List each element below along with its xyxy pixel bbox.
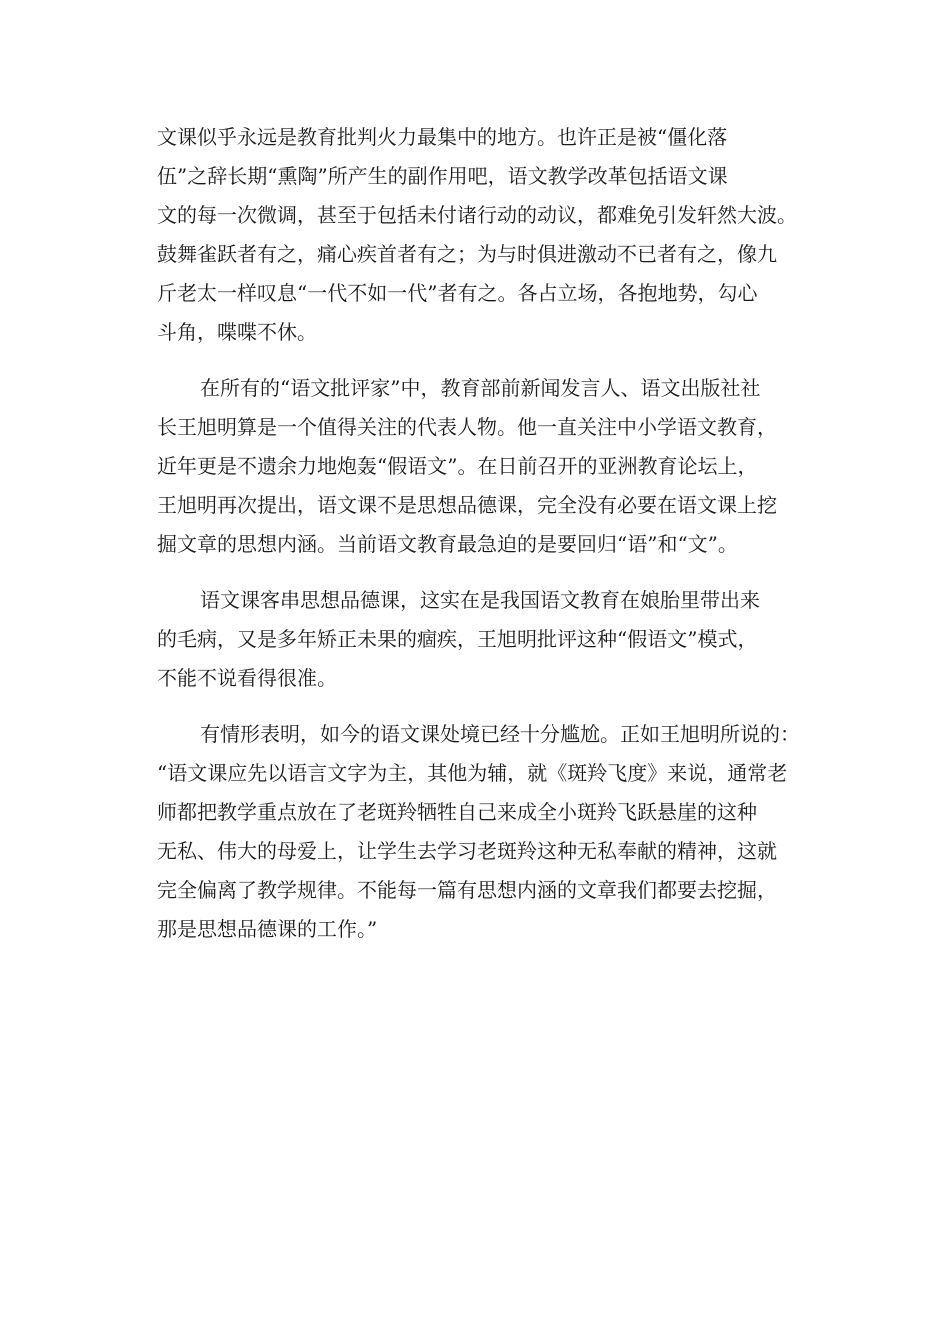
text-line: 有情形表明，如今的语文课处境已经十分尴尬。正如王旭明所说的： (200, 722, 800, 746)
paragraph-3 (157, 581, 837, 698)
text-line: 近年更是不遗余力地炮轰“假语文”。在日前召开的亚洲教育论坛上， (157, 454, 758, 478)
text-line: 斗角，喋喋不休。 (157, 320, 317, 344)
text-line: 的毛病，又是多年矫正未果的痼疾，王旭明批评这种“假语文”模式， (157, 627, 758, 651)
text-line: 伍”之辞长期“熏陶”所产生的副作用吧，语文教学改革包括语文课 (157, 164, 728, 188)
text-line: 鼓舞雀跃者有之，痛心疾首者有之；为与时俱进激动不已者有之，像九 (157, 242, 777, 266)
article-body (157, 118, 837, 966)
text-line: 长王旭明算是一个值得关注的代表人物。他一直关注中小学语文教育， (157, 415, 777, 439)
text-line: 王旭明再次提出，语文课不是思想品德课，完全没有必要在语文课上挖 (157, 493, 777, 517)
text-line: 无私、伟大的母爱上，让学生去学习老斑羚这种无私奉献的精神，这就 (157, 839, 777, 863)
text-line: 文的每一次微调，甚至于包括未付诸行动的动议，都难免引发轩然大波。 (157, 203, 797, 227)
text-line: 语文课客串思想品德课，这实在是我国语文教育在娘胎里带出来 (200, 588, 760, 612)
text-line: 完全偏离了教学规律。不能每一篇有思想内涵的文章我们都要去挖掘， (157, 878, 777, 902)
text-line: 那是思想品德课的工作。” (157, 917, 378, 941)
text-line: 不能不说看得很准。 (157, 666, 337, 690)
text-line: 文课似乎永远是教育批判火力最集中的地方。也许正是被“僵化落 (157, 125, 728, 149)
paragraph-4 (157, 715, 837, 949)
paragraph-2 (157, 369, 837, 564)
paragraph-1 (157, 118, 837, 352)
text-line: 师都把教学重点放在了老斑羚牺牲自己来成全小斑羚飞跃悬崖的这种 (157, 800, 757, 824)
text-line: “语文课应先以语言文字为主，其他为辅，就《斑羚飞度》来说，通常老 (157, 761, 788, 785)
text-line: 在所有的“语文批评家”中，教育部前新闻发言人、语文出版社社 (200, 376, 761, 400)
text-line: 掘文章的思想内涵。当前语文教育最急迫的是要回归“语”和“文”。 (157, 532, 738, 556)
text-line: 斤老太一样叹息“一代不如一代”者有之。各占立场，各抱地势，勾心 (157, 281, 758, 305)
